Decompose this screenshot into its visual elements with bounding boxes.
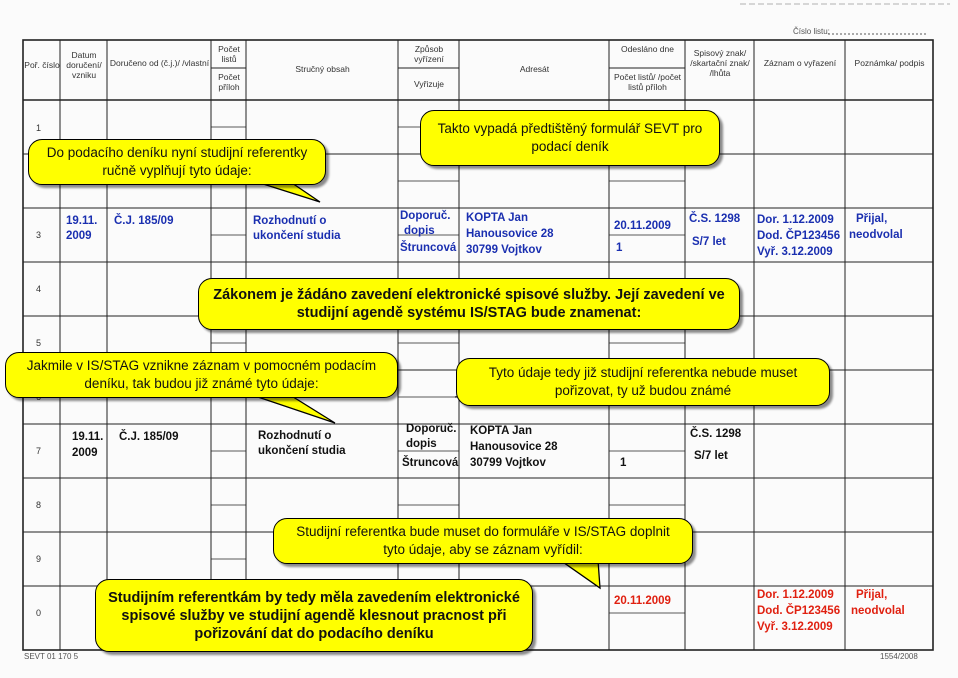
header-por-cislo: Poř. číslo	[24, 60, 60, 70]
row-number-5: 5	[36, 338, 42, 348]
row7-spisovy-znak: Č.S. 1298	[690, 428, 742, 440]
callout-zaver-pracnost: Studijním referentkám by tedy měla zavedením elektronické spisové služby ve studijní agendě klesnout pracnost při pořizování dat do podacího deníku	[95, 579, 533, 652]
row-number-3: 3	[36, 230, 42, 240]
row-number-7: 7	[36, 446, 42, 456]
row7-vyrizuje: Štruncová	[402, 457, 459, 469]
row7-zpusob-line1: Doporuč.	[406, 423, 457, 435]
row7-date-line1: 19.11.	[72, 431, 104, 443]
row3-obsah-line2: ukončení studia	[253, 230, 341, 242]
row3-zpusob-line1: Doporuč.	[400, 210, 451, 222]
row3-zaznam-vyr: Vyř. 3.12.2009	[757, 246, 833, 258]
callout-doplnit-udaje: Studijní referentka bude muset do formuláře v IS/STAG doplnit tyto údaje, aby se záznam vyřídil:	[273, 518, 693, 564]
row-number-1: 1	[36, 123, 42, 133]
header-vyrizuje: Vyřizuje	[414, 79, 444, 89]
header-doruceno: Doručeno od (č.j.)/ /vlastní	[109, 58, 210, 68]
callout-predtisteny-formular: Takto vypadá předtištěný formulář SEVT pro podací deník	[420, 110, 720, 166]
row3-skartacni-lhuta: S/7 let	[692, 236, 726, 248]
header-zpusob-vyrizeni: Způsob vyřízení	[414, 44, 444, 64]
row3-zpusob-line2: dopis	[404, 225, 435, 237]
row7-obsah-line2: ukončení studia	[258, 445, 346, 457]
row-number-8: 8	[36, 500, 42, 510]
row0-zaznam-dor: Dor. 1.12.2009	[757, 589, 834, 601]
row3-date-line2: 2009	[66, 230, 92, 242]
header-pocet-priloh: Počet příloh	[218, 72, 240, 92]
row7-pocet: 1	[620, 457, 627, 469]
row7-adresat-line3: 30799 Vojtkov	[470, 457, 546, 469]
row0-odeslano: 20.11.2009	[614, 595, 671, 607]
row3-zaznam-dod: Dod. ČP123456	[757, 230, 841, 242]
row3-obsah-line1: Rozhodnutí o	[253, 215, 327, 227]
row3-adresat-line3: 30799 Vojtkov	[466, 244, 542, 256]
header-zaznam-o-vyrazeni: Záznam o vyřazení	[763, 58, 837, 68]
row0-poznamka-line2: neodvolal	[851, 605, 905, 617]
footer-left: SEVT 01 170 5	[24, 652, 79, 661]
row7-obsah-line1: Rozhodnutí o	[258, 430, 332, 442]
cislo-listu-label: Číslo listu:	[793, 27, 830, 36]
row3-poznamka-line1: Přijal,	[856, 213, 888, 225]
row3-poznamka-line2: neodvolal	[849, 229, 903, 241]
header-spisovy-znak: Spisový znak/ /skartační znak/ /lhůta	[690, 48, 750, 78]
row-number-0: 0	[36, 608, 42, 618]
row3-spisovy-znak: Č.S. 1298	[689, 213, 741, 225]
row0-zaznam-dod: Dod. ČP123456	[757, 605, 841, 617]
row7-adresat-line1: KOPTA Jan	[470, 425, 532, 437]
row3-zaznam-dor: Dor. 1.12.2009	[757, 214, 834, 226]
header-odeslano-dne: Odesláno dne	[621, 44, 674, 54]
footer-right: 1554/2008	[880, 652, 918, 661]
row3-pocet: 1	[616, 242, 623, 254]
row0-zaznam-vyr: Vyř. 3.12.2009	[757, 621, 833, 633]
callout-rucne-vyplnuji: Do podacího deníku nyní studijní referentky ručně vyplňují tyto údaje:	[28, 139, 326, 185]
header-pocet-listu-odeslane: Počet listů/ /počet listů příloh	[613, 72, 682, 92]
row7-zpusob-line2: dopis	[406, 438, 437, 450]
header-pocet-listu: Počet listů	[218, 44, 240, 64]
row3-odeslano: 20.11.2009	[614, 220, 671, 232]
callout-tyto-udaje-znamy: Tyto údaje tedy již studijní referentka nebude muset pořizovat, ty už budou známé	[456, 358, 830, 406]
row-number-9: 9	[36, 554, 42, 564]
header-poznamka: Poznámka/ podpis	[854, 58, 925, 68]
header-datum: Datum doručení/ vzniku	[66, 50, 102, 80]
row3-vyrizuje: Štruncová	[400, 242, 457, 254]
row3-date-line1: 19.11.	[66, 215, 98, 227]
row0-poznamka-line1: Přijal,	[856, 589, 888, 601]
callout-jakmile-vznikne: Jakmile v IS/STAG vznikne záznam v pomocném podacím deníku, tak budou již známé tyto údaje:	[5, 352, 398, 398]
row7-date-line2: 2009	[72, 447, 98, 459]
row7-adresat-line2: Hanousovice 28	[470, 441, 558, 453]
header-strucny-obsah: Stručný obsah	[295, 64, 350, 74]
callout-zakonem-zadano: Zákonem je žádáno zavedení elektronické spisové služby. Její zavedení ve studijní agendě systému IS/STAG bude znamenat:	[198, 278, 740, 330]
row3-cj: Č.J. 185/09	[114, 215, 174, 227]
header-adresat: Adresát	[519, 64, 550, 74]
row7-skartacni-lhuta: S/7 let	[694, 450, 728, 462]
row3-adresat-line1: KOPTA Jan	[466, 212, 528, 224]
row7-cj: Č.J. 185/09	[119, 431, 179, 443]
row-number-4: 4	[36, 284, 42, 294]
row3-adresat-line2: Hanousovice 28	[466, 228, 554, 240]
